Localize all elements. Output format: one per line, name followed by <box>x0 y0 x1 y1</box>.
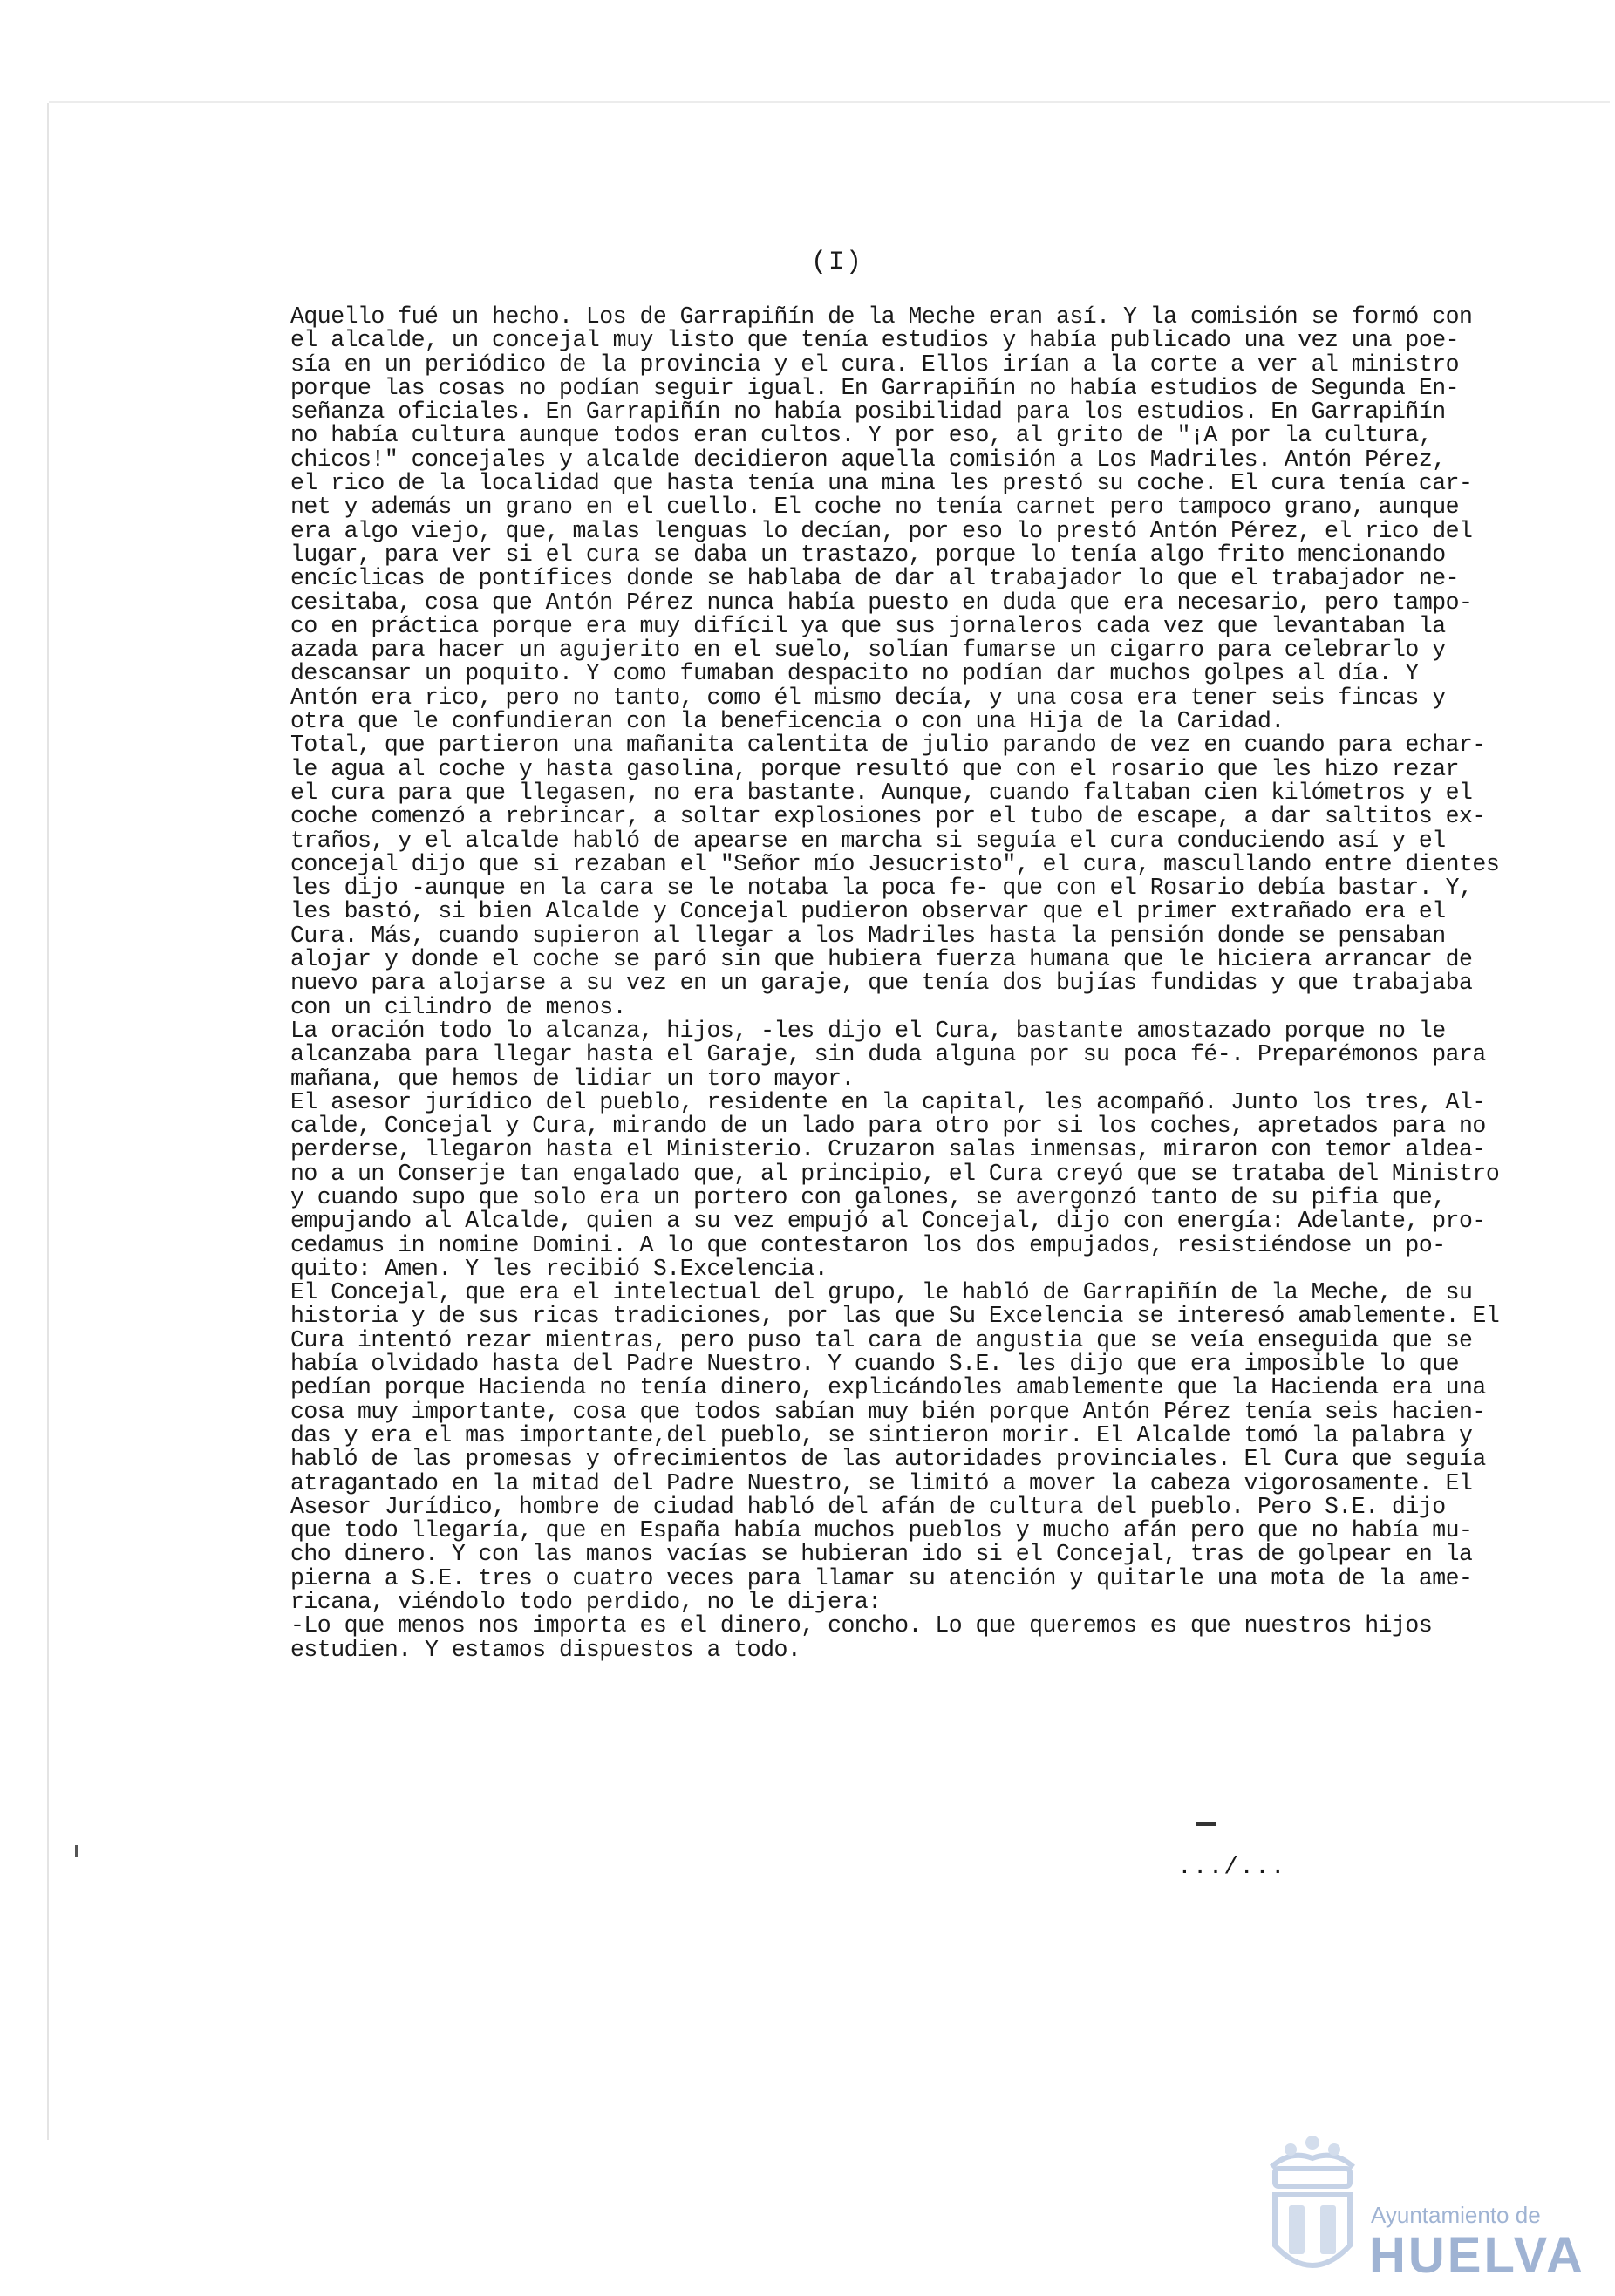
watermark-org-main: HUELVA <box>1369 2227 1585 2284</box>
text-line: co en práctica porque era muy difícil ya que sus jornaleros cada vez que levantaban la <box>290 612 1446 639</box>
text-line: pedían porque Hacienda no tenía dinero, explicándoles amablemente que la Hacienda era una <box>290 1374 1486 1401</box>
text-line: perderse, llegaron hasta el Ministerio. Cruzaron salas inmensas, miraron con temor aldea- <box>290 1136 1486 1163</box>
text-line: lugar, para ver si el cura se daba un trastazo, porque lo tenía algo frito mencionando <box>290 541 1446 568</box>
text-line: nuevo para alojarse a su vez en un garaje, que tenía dos bujías fundidas y que trabajaba <box>290 970 1473 997</box>
text-line: el alcalde, un concejal muy listo que tenía estudios y había publicado una vez una poe- <box>290 327 1460 354</box>
text-line: otra que le confundieran con la beneficencia o con una Hija de la Caridad. <box>290 708 1285 735</box>
text-line: La oración todo lo alcanza, hijos, -les dijo el Cura, bastante amostazado porque no le <box>290 1017 1446 1044</box>
text-line: alcanzaba para llegar hasta el Garaje, sin duda alguna por su poca fé-. Preparémonos para <box>290 1041 1486 1068</box>
text-line: calde, Concejal y Cura, mirando de un lado para otro por si los coches, apretados para no <box>290 1113 1486 1140</box>
text-line: pierna a S.E. tres o cuatro veces para llamar su atención y quitarle una mota de la ame- <box>290 1564 1473 1591</box>
text-line: das y era el mas importante,del pueblo, se sintieron morir. El Alcalde tomó la palabra y <box>290 1421 1473 1448</box>
text-line: no había cultura aunque todos eran cultos. Y por eso, al grito de "¡A por la cultura, <box>290 422 1433 449</box>
text-line: atragantado en la mitad del Padre Nuestro, se limitó a mover la cabeza vigorosamente. El <box>290 1469 1473 1496</box>
text-line: cedamus in nomine Domini. A lo que contestaron los dos empujados, resistiéndose un po- <box>290 1231 1446 1258</box>
text-line: estudien. Y estamos dispuestos a todo. <box>290 1636 801 1663</box>
page-continuation-mark: .../... <box>1177 1854 1286 1881</box>
text-line: Cura intentó rezar mientras, pero puso tal cara de angustia que se veía enseguida que se <box>290 1326 1473 1353</box>
text-line: señanza oficiales. En Garrapiñín no había posibilidad para los estudios. En Garrapiñín <box>290 399 1446 426</box>
text-line: les dijo -aunque en la cara se le notaba la poca fe- que con el Rosario debía bastar. Y, <box>290 875 1473 902</box>
text-line: porque las cosas no podían seguir igual. En Garrapiñín no había estudios de Segunda En- <box>290 374 1460 401</box>
text-line: El asesor jurídico del pueblo, residente en la capital, les acompañó. Junto los tres, Al- <box>290 1088 1486 1115</box>
text-line: traños, y el alcalde habló de apearse en marcha si seguía el cura conduciendo así y el <box>290 827 1446 854</box>
watermark-org-top: Ayuntamiento de <box>1371 2202 1541 2228</box>
text-line: era algo viejo, que, malas lenguas lo decían, por eso lo prestó Antón Pérez, el rico del <box>290 517 1473 544</box>
text-line: no a un Conserje tan engalado que, al principio, el Cura creyó que se trataba del Ministro <box>290 1160 1500 1187</box>
text-line: habló de las promesas y ofrecimientos de las autoridades provinciales. El Cura que seguía <box>290 1446 1486 1473</box>
text-line: net y además un grano en el cuello. El coche no tenía carnet pero tampoco grano, aunque <box>290 494 1460 521</box>
text-line: descansar un poquito. Y como fumaban despacito no podían dar muchos golpes al día. Y <box>290 660 1419 687</box>
page-number: (I) <box>810 248 863 277</box>
text-line: y cuando supo que solo era un portero con galones, se avergonzó tanto de su pifia que, <box>290 1183 1446 1210</box>
text-line: cho dinero. Y con las manos vacías se hubieran ido si el Concejal, tras de golpear en la <box>290 1541 1473 1568</box>
text-line: encíclicas de pontífices donde se hablaba de dar al trabajador lo que el trabajador ne- <box>290 565 1460 592</box>
text-line: concejal dijo que si rezaban el "Señor mío Jesucristo", el cura, mascullando entre dientes <box>290 850 1500 877</box>
typewritten-body <box>290 303 1500 1663</box>
text-line: El Concejal, que era el intelectual del grupo, le habló de Garrapiñín de la Meche, de su <box>290 1279 1473 1306</box>
text-line: el cura para que llegasen, no era bastante. Aunque, cuando faltaban cien kilómetros y el <box>290 779 1473 806</box>
text-line: azada para hacer un agujerito en el suelo, solían fumarse un cigarro para celebrarlo y <box>290 637 1446 664</box>
text-line: chicos!" concejales y alcalde decidieron aquella comisión a Los Madriles. Antón Pérez, <box>290 446 1446 473</box>
text-line: alojar y donde el coche se paró sin que hubiera fuerza humana que le hiciera arrancar de <box>290 946 1473 973</box>
text-line: el rico de la localidad que hasta tenía una mina les prestó su coche. El cura tenía car- <box>290 470 1473 497</box>
text-line: Cura. Más, cuando supieron al llegar a los Madriles hasta la pensión donde se pensaban <box>290 922 1446 949</box>
text-line: quito: Amen. Y les recibió S.Excelencia. <box>290 1255 828 1282</box>
coat-of-arms-icon <box>1256 2115 1369 2289</box>
text-line: había olvidado hasta del Padre Nuestro. Y cuando S.E. les dijo que era imposible lo que <box>290 1351 1460 1378</box>
text-line: Antón era rico, pero no tanto, como él mismo decía, y una cosa era tener seis fincas y <box>290 684 1446 711</box>
text-line: que todo llegaría, que en España había muchos pueblos y mucho afán pero que no había mu- <box>290 1517 1473 1544</box>
text-line: cesitaba, cosa que Antón Pérez nunca había puesto en duda que era necesario, pero tampo- <box>290 589 1473 616</box>
margin-tick-mark <box>75 1845 78 1857</box>
text-line: -Lo que menos nos importa es el dinero, concho. Lo que queremos es que nuestros hijos <box>290 1612 1433 1639</box>
text-line: le agua al coche y hasta gasolina, porque resultó que con el rosario que les hizo rezar <box>290 755 1460 782</box>
ink-dash-mark <box>1196 1822 1216 1826</box>
text-line: con un cilindro de menos. <box>290 993 627 1020</box>
text-line: Asesor Jurídico, hombre de ciudad habló del afán de cultura del pueblo. Pero S.E. dijo <box>290 1493 1446 1520</box>
text-line: cosa muy importante, cosa que todos sabían muy bién porque Antón Pérez tenía seis hacien- <box>290 1398 1486 1425</box>
text-line: sía en un periódico de la provincia y el cura. Ellos irían a la corte a ver al ministro <box>290 351 1460 378</box>
text-line: Total, que partieron una mañanita calentita de julio parando de vez en cuando para echar- <box>290 732 1486 759</box>
text-line: mañana, que hemos de lidiar un toro mayor. <box>290 1065 855 1092</box>
text-line: ricana, viéndolo todo perdido, no le dijera: <box>290 1589 882 1616</box>
huelva-watermark-logo <box>1256 2115 1605 2289</box>
text-line: les bastó, si bien Alcalde y Concejal pudieron observar que el primer extrañado era el <box>290 898 1446 925</box>
text-line: historia y de sus ricas tradiciones, por las que Su Excelencia se interesó amablemente. El <box>290 1303 1500 1330</box>
text-line: empujando al Alcalde, quien a su vez empujó al Concejal, dijo con energía: Adelante, pro- <box>290 1208 1486 1235</box>
text-line: coche comenzó a rebrincar, a soltar explosiones por el tubo de escape, a dar saltitos ex- <box>290 803 1486 830</box>
text-line: Aquello fué un hecho. Los de Garrapiñín de la Meche eran así. Y la comisión se formó con <box>290 303 1473 330</box>
